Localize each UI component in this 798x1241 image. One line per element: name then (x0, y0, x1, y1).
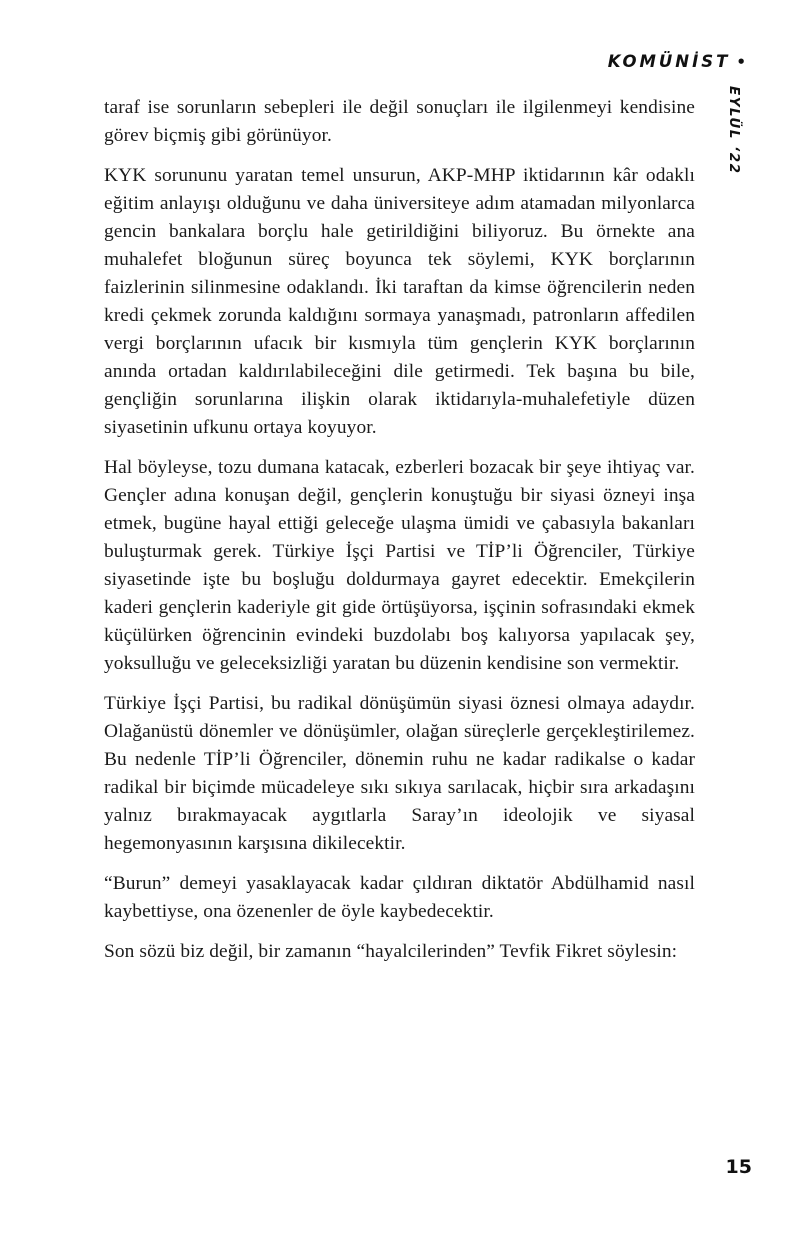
paragraph: KYK sorununu yaratan temel unsurun, AKP-MHP iktidarının kâr odaklı eğitim anlayışı olduğunu ve daha üniversiteye adım atamadan milyonlarca gencin bankalara borçlu hale getirildiğini biliyoruz. Bu örnekte ana muhalefet bloğunun süreç boyunca tek söylemi, KYK borçlarının faizlerinin silinmesine odaklandı. İki taraftan da kimse öğrencilerin neden kredi çekmek zorunda kaldığını sormaya yanaşmadı, patronların affedilen vergi borçlarının ufacık bir kısmıyla tüm gençlerin KYK borçlarının anında ortadan kaldırılabileceğini dile getirmedi. Tek başına bu bile, gençliğin sorunlarına ilişkin olarak iktidarıyla-muhalefetiyle düzen siyasetinin ufkunu ortaya koyuyor. (104, 165, 695, 438)
paragraph: “Burun” demeyi yasaklayacak kadar çıldıran diktatör Abdülhamid nasıl kaybettiyse, ona özenenler de öyle kaybedecektir. (104, 873, 695, 922)
paragraph: Türkiye İşçi Partisi, bu radikal dönüşümün siyasi öznesi olmaya adaydır. Olağanüstü dönemler ve dönüşümler, olağan süreçlerle gerçekleştirilemez. Bu nedenle TİP’li Öğrenciler, dönemin ruhu ne kadar radikalse o kadar radikal bir biçimde mücadeleye sıkı sıkıya sarılacak, hiçbir sıra arkadaşını yalnız bırakmayacak aygıtlarla Saray’ın ideolojik ve siyasal hegemonyasının karşısına dikilecektir. (104, 693, 695, 854)
page-number: 15 (725, 1156, 752, 1178)
paragraph: taraf ise sorunların sebepleri ile değil sonuçları ile ilgilenmeyi kendisine görev biçmiş gibi görünüyor. (104, 97, 695, 146)
paragraph: Son sözü biz değil, bir zamanın “hayalcilerinden” Tevfik Fikret söylesin: (104, 941, 678, 962)
article-body (104, 94, 695, 978)
magazine-title: KOMÜNİST (607, 52, 731, 71)
issue-date: EYLÜL ‘22 (726, 86, 742, 175)
paragraph: Hal böyleyse, tozu dumana katacak, ezberleri bozacak bir şeye ihtiyaç var. Gençler adına konuşan değil, gençlerin konuştuğu bir siyasi özneyi inşa etmek, bugüne hayal ettiği geleceğe ulaşma ümidi ve çabasıyla bakanları buluşturmak gerek. Türkiye İşçi Partisi ve TİP’li Öğrenciler, Türkiye siyasetinde işte bu boşluğu doldurmaya gayret edecektir. Emekçilerin kaderi gençlerin kaderiyle git gide örtüşüyorsa, işçinin sofrasındaki ekmek küçülürken öğrencinin evindeki buzdolabı boş kalıyorsa yapılacak şey, yoksulluğu ve geleceksizliği yaratan bu düzenin kendisine son vermektir. (104, 457, 695, 674)
magazine-masthead (608, 52, 746, 71)
masthead-bullet: • (736, 53, 746, 71)
